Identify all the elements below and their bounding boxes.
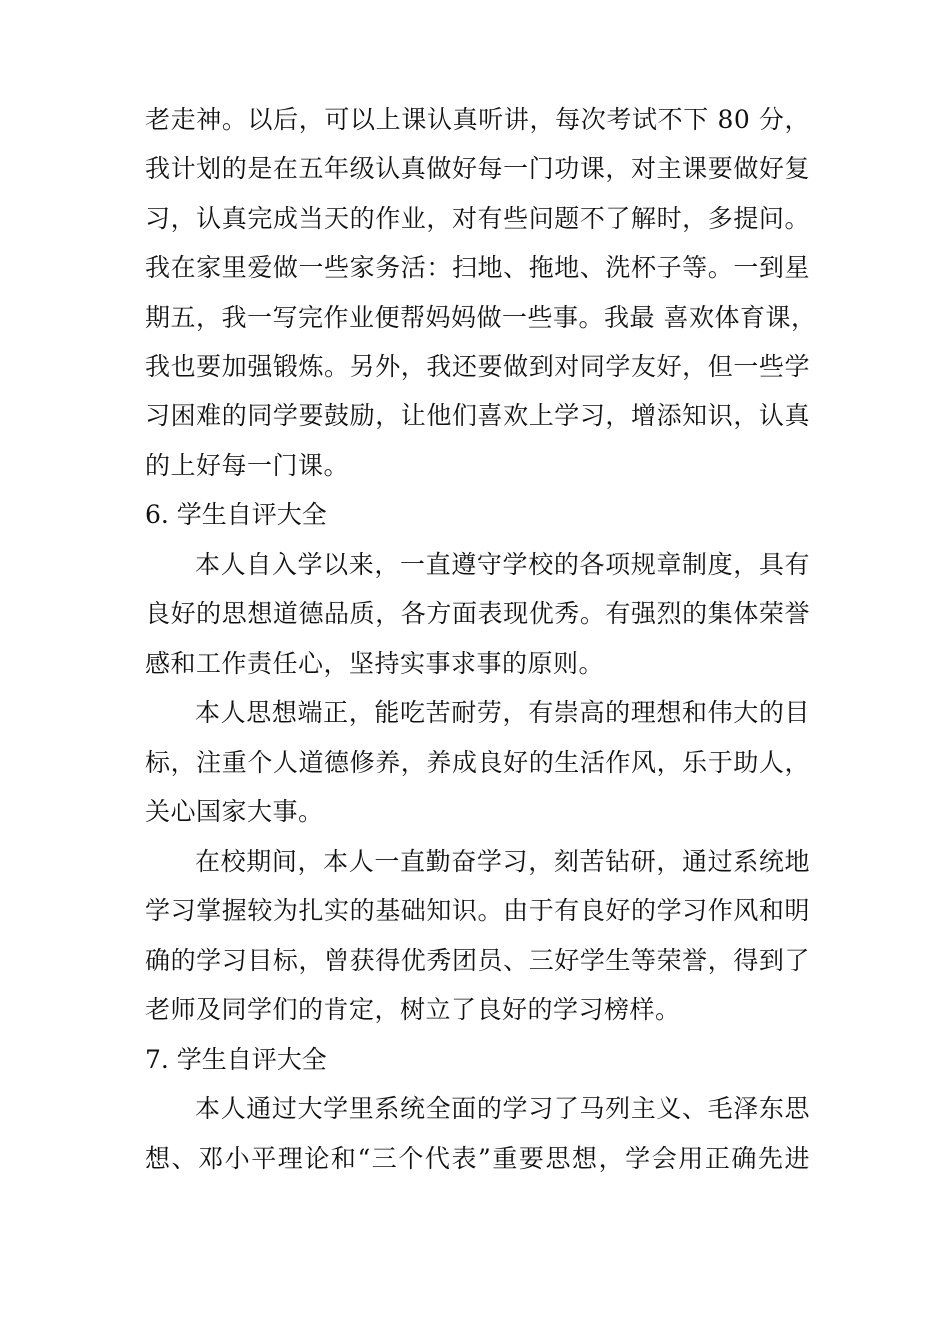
paragraph-line: 良好的思想道德品质，各方面表现优秀。有强烈的集体荣誉 <box>145 599 810 628</box>
paragraph-line: 想、邓小平理论和“三个代表”重要思想，学会用正确先进 <box>145 1144 810 1173</box>
paragraph-line: 学习掌握较为扎实的基础知识。由于有良好的学习作风和明 <box>145 896 810 925</box>
paragraph-line: 本人自入学以来，一直遵守学校的各项规章制度，具有 <box>195 550 810 579</box>
paragraph-line: 关心国家大事。 <box>145 797 324 826</box>
paragraph-line: 习，认真完成当天的作业，对有些问题不了解时，多提问。 <box>145 204 810 233</box>
paragraph-line: 我计划的是在五年级认真做好每一门功课，对主课要做好复 <box>145 154 810 183</box>
section-7-heading: 7. 学生自评大全 <box>145 1045 327 1074</box>
paragraph-line: 我在家里爱做一些家务活：扫地、拖地、洗杯子等。一到星 <box>145 253 810 282</box>
paragraph-line: 标，注重个人道德修养，养成良好的生活作风，乐于助人， <box>145 748 810 777</box>
paragraph-line: 感和工作责任心，坚持实事求事的原则。 <box>145 649 605 678</box>
paragraph-line: 老师及同学们的肯定，树立了良好的学习榜样。 <box>145 995 681 1024</box>
paragraph-line: 期五，我一写完作业便帮妈妈做一些事。我最 喜欢体育课， <box>145 303 817 332</box>
paragraph-line: 老走神。以后，可以上课认真听讲，每次考试不下 80 分， <box>145 105 810 134</box>
paragraph-line: 的上好每一门课。 <box>145 451 350 480</box>
paragraph-line: 在校期间，本人一直勤奋学习，刻苦钻研，通过系统地 <box>195 847 810 876</box>
paragraph-line: 我也要加强锻炼。另外，我还要做到对同学友好，但一些学 <box>145 352 810 381</box>
paragraph-line: 本人通过大学里系统全面的学习了马列主义、毛泽东思 <box>195 1094 810 1123</box>
paragraph-line: 本人思想端正，能吃苦耐劳，有崇高的理想和伟大的目 <box>195 698 810 727</box>
paragraph-line: 确的学习目标，曾获得优秀团员、三好学生等荣誉，得到了 <box>145 946 810 975</box>
paragraph-line: 习困难的同学要鼓励，让他们喜欢上学习，增添知识，认真 <box>145 401 810 430</box>
section-6-heading: 6. 学生自评大全 <box>145 500 327 529</box>
